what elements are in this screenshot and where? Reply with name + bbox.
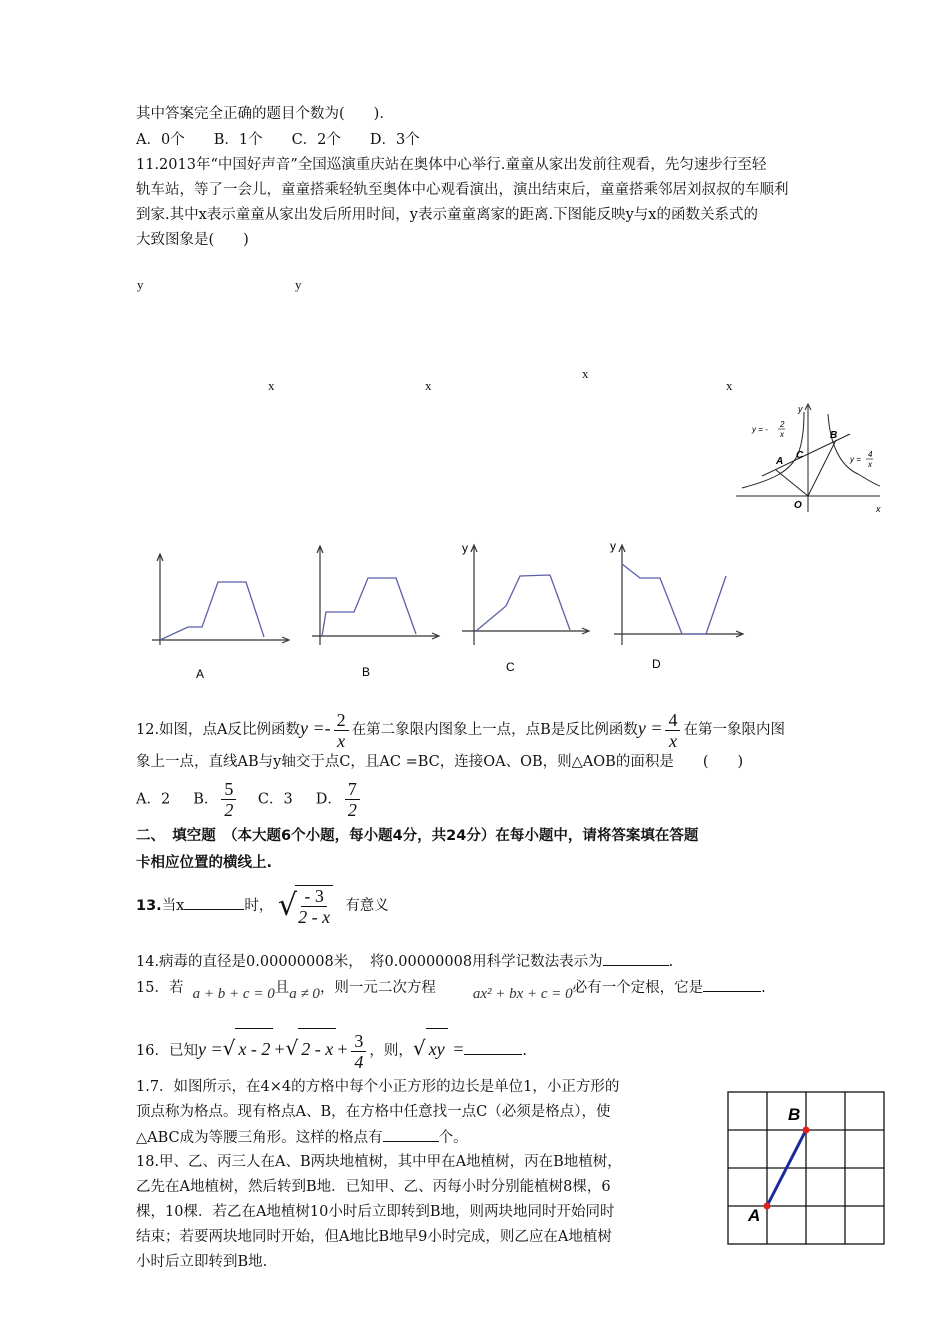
q16-frac — [351, 1031, 366, 1072]
point-a — [764, 1203, 771, 1210]
q12-figure — [732, 400, 884, 515]
q12-fig-label-o: O — [794, 500, 802, 511]
q10-options: A．0个 B．1个 C．2个 D．3个 — [136, 132, 420, 148]
q12-fig-label-x: x — [876, 504, 881, 514]
q14 — [136, 951, 673, 972]
q13-radicand-frac — [295, 885, 333, 927]
q12-options — [136, 779, 363, 820]
frac-numerator: 4 — [665, 710, 680, 731]
frac-denominator: 2 — [347, 800, 357, 820]
q18-line1: 18.甲、乙、丙三人在A、B两块地植树，其中甲在A地植树，丙在B地植树， — [136, 1154, 622, 1170]
frac-numerator: 2 — [334, 710, 349, 731]
stray-x-label: x — [425, 378, 432, 393]
q12-fig-eq-right-den: x — [868, 460, 872, 469]
frac-denominator: 4 — [354, 1051, 364, 1072]
frac-numerator: 5 — [221, 779, 236, 800]
q12-fig-label-c: C — [796, 450, 804, 461]
q14-end: . — [668, 954, 674, 970]
q16-text-1: 16．已知 — [136, 1043, 198, 1059]
q12-fig-eq-left-den: x — [780, 430, 784, 439]
q17-line3-end: 个。 — [438, 1130, 468, 1146]
q12-formula-2-frac — [665, 710, 680, 751]
graph-c-y-label: y — [462, 541, 468, 555]
q12-option-a: A．2 — [136, 791, 171, 808]
q13-answer-blank[interactable] — [184, 895, 244, 910]
q16-radicand-2: 2 - x — [298, 1028, 336, 1069]
q12-text-3: 在第一象限内图 — [683, 722, 785, 738]
q13-text-1: 当x — [161, 898, 185, 914]
q12-text-2: 在第二象限内图象上一点，点B是反比例函数 — [351, 722, 638, 738]
frac-denominator: 2 — [224, 800, 234, 820]
point-b — [803, 1127, 810, 1134]
q12-fig-eq-right-num: 4 — [868, 450, 873, 459]
stray-x-label: x — [582, 366, 589, 381]
q12-fig-label-y: y — [798, 404, 803, 414]
q13-text-3: 有意义 — [345, 898, 389, 914]
graph-a-label: A — [196, 667, 205, 681]
q11-line2: 轨车站，等了一会儿，童童搭乘轻轨至奥体中心观看演出，演出结束后，童童搭乘邻居刘叔叔的车顺利 — [136, 182, 789, 198]
q17-label-a: A — [748, 1206, 761, 1225]
q16-plus: + — [336, 1039, 349, 1059]
stray-y-label: y — [295, 277, 302, 292]
graph-d-y-label: y — [610, 540, 616, 553]
q18-line3: 棵，10棵．若乙在A地植树10小时后立即转到B地，则两块地同时开始同时 — [136, 1204, 615, 1220]
q14-text: 14.病毒的直径是0.00000008米， 将0.00000008用科学记数法表示为 — [136, 954, 603, 970]
q12-option-b: B． — [193, 791, 219, 808]
q15-text-2: 且 — [274, 980, 290, 996]
q17-grid-figure — [722, 1088, 890, 1248]
q13-text-2: 时， — [244, 898, 274, 914]
q12-line1 — [136, 708, 785, 751]
q15-answer-blank[interactable] — [703, 977, 761, 992]
q16-text-2: ，则， — [369, 1043, 413, 1059]
q12-option-d: D． — [315, 791, 342, 808]
q12-formula-1-frac — [334, 710, 349, 751]
frac-denominator: 2 - x — [298, 907, 331, 927]
q17-line2: 顶点称为格点。现有格点A、B，在方格中任意找一点C（必须是格点），使 — [136, 1104, 611, 1120]
stray-x-label: x — [268, 378, 275, 393]
q12-fig-label-b: B — [830, 430, 838, 441]
q16-radicand-3: xy — [426, 1028, 448, 1069]
section2-heading-line1: 二、 填空题 （本大题6个小题，每小题4分，共24分）在每小题中，请将答案填在答题 — [136, 828, 699, 844]
stray-y-label: y — [137, 277, 144, 292]
q13-number: 13. — [136, 898, 162, 914]
q17-answer-blank[interactable] — [383, 1127, 439, 1142]
q17-line3-text: △ABC成为等腰三角形。这样的格点有 — [136, 1130, 383, 1146]
frac-numerator: 7 — [345, 779, 360, 800]
q12-option-d-frac — [345, 779, 360, 820]
q16: 16．已知y =√ x - 2 +√ 2 - x + $\frac{3}{4}$ ，则，√ xy = . — [136, 1028, 527, 1072]
graph-d-label: D — [652, 657, 661, 671]
q12-fig-eq-right: y = — [850, 455, 861, 464]
q10-question-tail: 其中答案完全正确的题目个数为( )． — [136, 106, 394, 122]
radical-sign: √ — [412, 1036, 426, 1060]
q16-equals: = — [452, 1039, 465, 1059]
graph-b-label: B — [362, 665, 371, 679]
q12-line2: 象上一点，直线AB与y轴交于点C，且AC =BC，连接OA、OB，则△AOB的面积是 ( ) — [136, 754, 744, 770]
radical-sign: √ — [222, 1036, 236, 1060]
q17-line1: 1.7．如图所示，在4×4的方格中每个小正方形的边长是单位1，小正方形的 — [136, 1079, 620, 1095]
q15-text-3: ，则一元二次方程 — [319, 980, 436, 996]
q15-formula-1: a + b + c = 0 — [192, 986, 275, 1002]
q11-line1: 11.2013年“中国好声音”全国巡演重庆站在奥体中心举行.童童从家出发前往观看，先匀速步行至轻 — [136, 157, 767, 173]
q17-label-b: B — [788, 1105, 801, 1124]
q15-formula-2: a ≠ 0 — [289, 986, 320, 1002]
q18-line5: 小时后立即转到B地. — [136, 1254, 268, 1270]
q15 — [136, 976, 766, 1000]
q15-text-1: 15．若 — [136, 980, 184, 996]
q16-answer-blank[interactable] — [464, 1040, 522, 1055]
q13 — [136, 884, 389, 928]
q12-fig-label-a: A — [776, 456, 784, 467]
q12-text-1: 12.如图，点A反比例函数 — [136, 722, 301, 738]
q16-plus: + — [273, 1039, 286, 1059]
q18-line4: 结束；若要两块地同时开始，但A地比B地早9小时完成，则乙应在A地植树 — [136, 1229, 612, 1245]
q12-formula-1-lhs: y =- — [300, 718, 331, 738]
q12-option-c: C．3 — [257, 791, 293, 808]
q12-formula-2-lhs: y = — [637, 718, 663, 738]
radical-sign: √ — [285, 1036, 299, 1060]
q15-end: . — [761, 980, 766, 996]
frac-denominator: x — [668, 730, 677, 751]
q12-fig-eq-left: y = - — [752, 425, 768, 434]
q16-radicand-1: x - 2 — [235, 1028, 273, 1069]
q11-line3: 到家.其中x表示童童从家出发后所用时间，y表示童童离家的距离.下图能反映y与x的函数关系式的 — [136, 207, 758, 223]
q12-option-b-frac — [221, 779, 236, 820]
q12-fig-eq-left-num: 2 — [780, 420, 785, 429]
q15-text-4: 必有一个定根，它是 — [572, 980, 704, 996]
stray-x-label: x — [726, 378, 733, 393]
section2-heading-line2: 卡相应位置的横线上. — [136, 855, 273, 871]
graph-c-label: C — [506, 660, 515, 674]
q17-line3 — [136, 1127, 468, 1148]
frac-denominator: x — [337, 730, 346, 751]
q14-answer-blank[interactable] — [603, 951, 669, 966]
q11-line4: 大致图象是( ) — [136, 232, 249, 248]
q15-formula-3: ax² + bx + c = 0 — [472, 986, 573, 1002]
q16-lhs: y = — [197, 1039, 223, 1059]
q11-graphs — [140, 540, 760, 690]
q18-line2: 乙先在A地植树，然后转到B地．已知甲、乙、丙每小时分别能植树8棵，6 — [136, 1179, 611, 1195]
radical-sign: √ — [277, 888, 298, 923]
frac-numerator: 3 — [351, 1031, 366, 1052]
frac-numerator: - 3 — [301, 886, 327, 907]
